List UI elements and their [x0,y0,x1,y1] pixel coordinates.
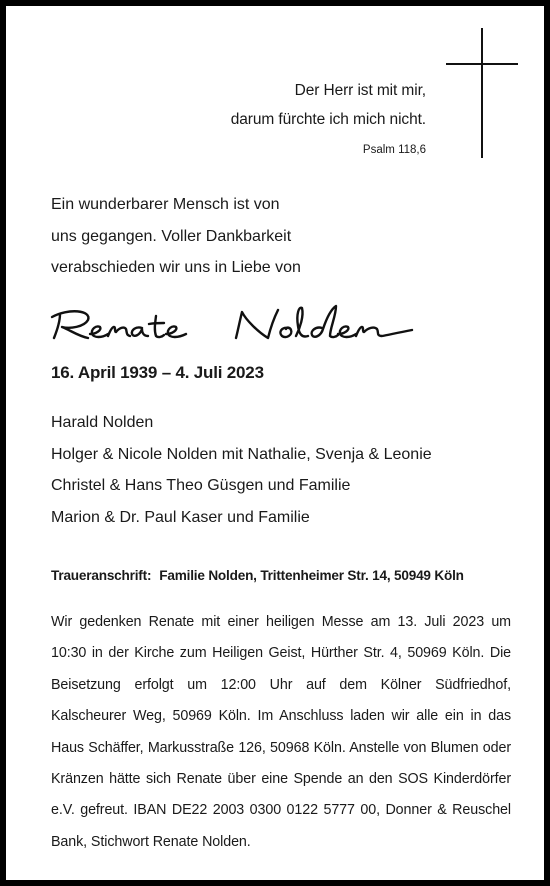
intro-line-2: uns gegangen. Voller Dankbarkeit [51,228,292,245]
service-details-paragraph: Wir gedenken Renate mit einer heiligen Messe am 13. Juli 2023 um 10:30 in der Kirche zum Heiligen Geist, Hürther Str. 4, 50969 Köln. Die Beisetzung erfolgt um 12:00 Uhr auf dem Kölner Südfriedhof, Kalscheurer Weg, 50969 Köln. Im Anschluss laden wir alle ein in das Haus Schäffer, Markusstraße 126, 50968 Köln. Anstelle von Blumen oder Kränzen hätte sich Renate über eine Spende an den SOS Kinderdörfer e.V. gefreut. IBAN DE22 2003 0300 0122 5777 00, Donner & Reuschel Bank, Stichwort Renate Nolden. [51,614,511,850]
intro-line-1: Ein wunderbarer Mensch ist von [51,196,280,213]
intro-line-3: verabschieden wir uns in Liebe von [51,259,301,276]
mourner-line: Holger & Nicole Nolden mit Nathalie, Svenja & Leonie [51,446,432,463]
verse-line-2: darum fürchte ich mich nicht. [230,111,426,128]
mourning-address [51,568,464,583]
mourning-address-label: Traueranschrift: [51,568,152,583]
mourner-line: Harald Nolden [51,414,154,431]
verse-reference: Psalm 118,6 [362,144,426,156]
cross-icon-vertical [481,28,483,158]
mourner-line: Marion & Dr. Paul Kaser und Familie [51,509,310,526]
cross-icon-horizontal [446,63,518,65]
deceased-name-signature [46,298,426,358]
deceased-life-dates: 16. April 1939 – 4. Juli 2023 [51,363,264,382]
mourning-address-value: Familie Nolden, Trittenheimer Str. 14, 50949 Köln [159,568,464,583]
verse-line-1: Der Herr ist mit mir, [294,82,426,99]
mourner-line: Christel & Hans Theo Güsgen und Familie [51,477,351,494]
